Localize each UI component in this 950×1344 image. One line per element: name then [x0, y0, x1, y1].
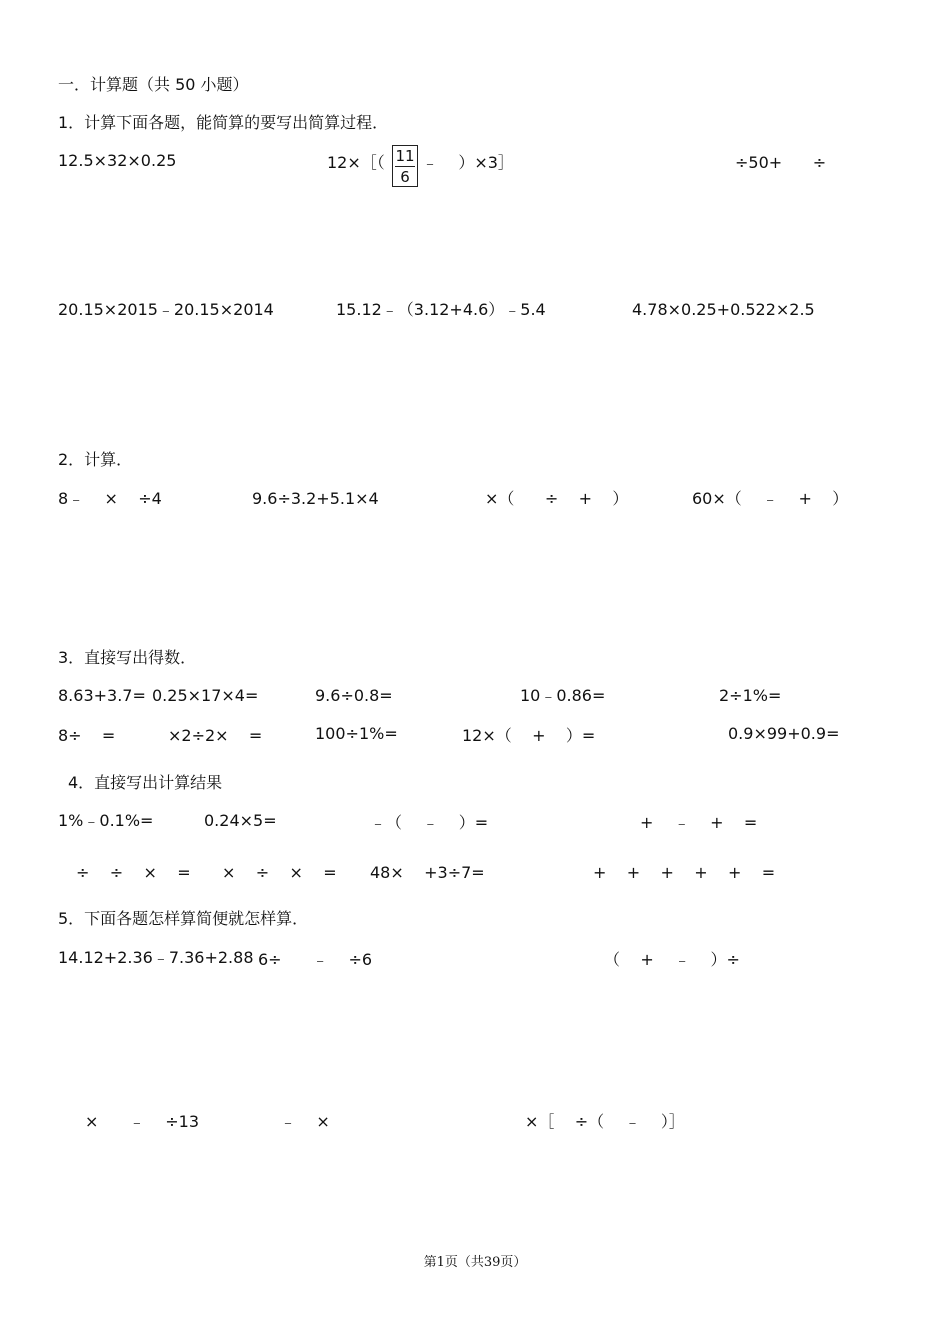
question-4-title: 4．直接写出计算结果 [68, 773, 223, 792]
q3-item: ×2÷2× = [168, 726, 263, 745]
q4-item: 0.24×5= [204, 811, 277, 830]
q3-item: 0.25×17×4= [152, 686, 259, 705]
q4-item: ﹣（ ﹣ ）= [370, 813, 489, 832]
q1-expr-3: ÷50+ ÷ [735, 153, 827, 172]
q3-item: 12×（ + ）= [462, 726, 596, 745]
q2-expr-2: 9.6÷3.2+5.1×4 [252, 489, 379, 508]
q5-expr-5: ﹣ × [280, 1112, 330, 1131]
q1-expr-2-right: ﹣ ）×3］ [422, 153, 514, 172]
fraction-numerator: 11 [395, 147, 415, 165]
q1-expr-4: 20.15×2015﹣20.15×2014 [58, 300, 274, 319]
q1-expr-5: 15.12﹣（3.12+4.6）﹣5.4 [336, 300, 546, 319]
q4-item: 1%﹣0.1%= [58, 811, 154, 830]
fraction-bar [395, 166, 415, 167]
q3-item: 2÷1%= [719, 686, 782, 705]
q5-expr-4: × ﹣ ÷13 [85, 1112, 200, 1131]
q2-expr-4: 60×（ ﹣ + ） [692, 489, 849, 508]
q4-item: + ﹣ + = [640, 813, 758, 832]
q1-expr-2-left: 12×［（ [327, 153, 385, 172]
q4-item: 48× +3÷7= [370, 863, 485, 882]
q3-item: 8÷ = [58, 726, 116, 745]
q2-expr-1: 8﹣ × ÷4 [58, 489, 162, 508]
q5-expr-3: （ + ﹣ ）÷ [604, 950, 740, 969]
question-3-title: 3．直接写出得数． [58, 648, 197, 667]
q4-item: + + + + + = [593, 863, 776, 882]
q4-item: × ÷ × = [222, 863, 337, 882]
q1-expr-6: 4.78×0.25+0.522×2.5 [632, 300, 815, 319]
q3-item: 8.63+3.7= [58, 686, 146, 705]
section-title: 一．计算题（共 50 小题） [58, 75, 249, 94]
q5-expr-6: ×［ ÷（ ﹣ ）］ [525, 1112, 685, 1131]
q1-expr-1: 12.5×32×0.25 [58, 151, 177, 170]
q3-item: 9.6÷0.8= [315, 686, 393, 705]
q3-item: 100÷1%= [315, 724, 398, 743]
fraction-denominator: 6 [400, 168, 410, 186]
q5-expr-1: 14.12+2.36﹣7.36+2.88 [58, 948, 254, 967]
q1-expr-2-fraction [392, 145, 418, 187]
q3-item: 0.9×99+0.9= [728, 724, 840, 743]
question-1-title: 1．计算下面各题，能简算的要写出简算过程． [58, 113, 389, 132]
q3-item: 10﹣0.86= [520, 686, 606, 705]
question-2-title: 2．计算． [58, 450, 133, 469]
question-5-title: 5．下面各题怎样算简便就怎样算． [58, 909, 309, 928]
q4-item: ÷ ÷ × = [76, 863, 191, 882]
q5-expr-2: 6÷ ﹣ ÷6 [258, 950, 373, 969]
page-footer: 第1页（共39页） [423, 1255, 527, 1270]
q2-expr-3: ×（ ÷ + ） [485, 489, 629, 508]
